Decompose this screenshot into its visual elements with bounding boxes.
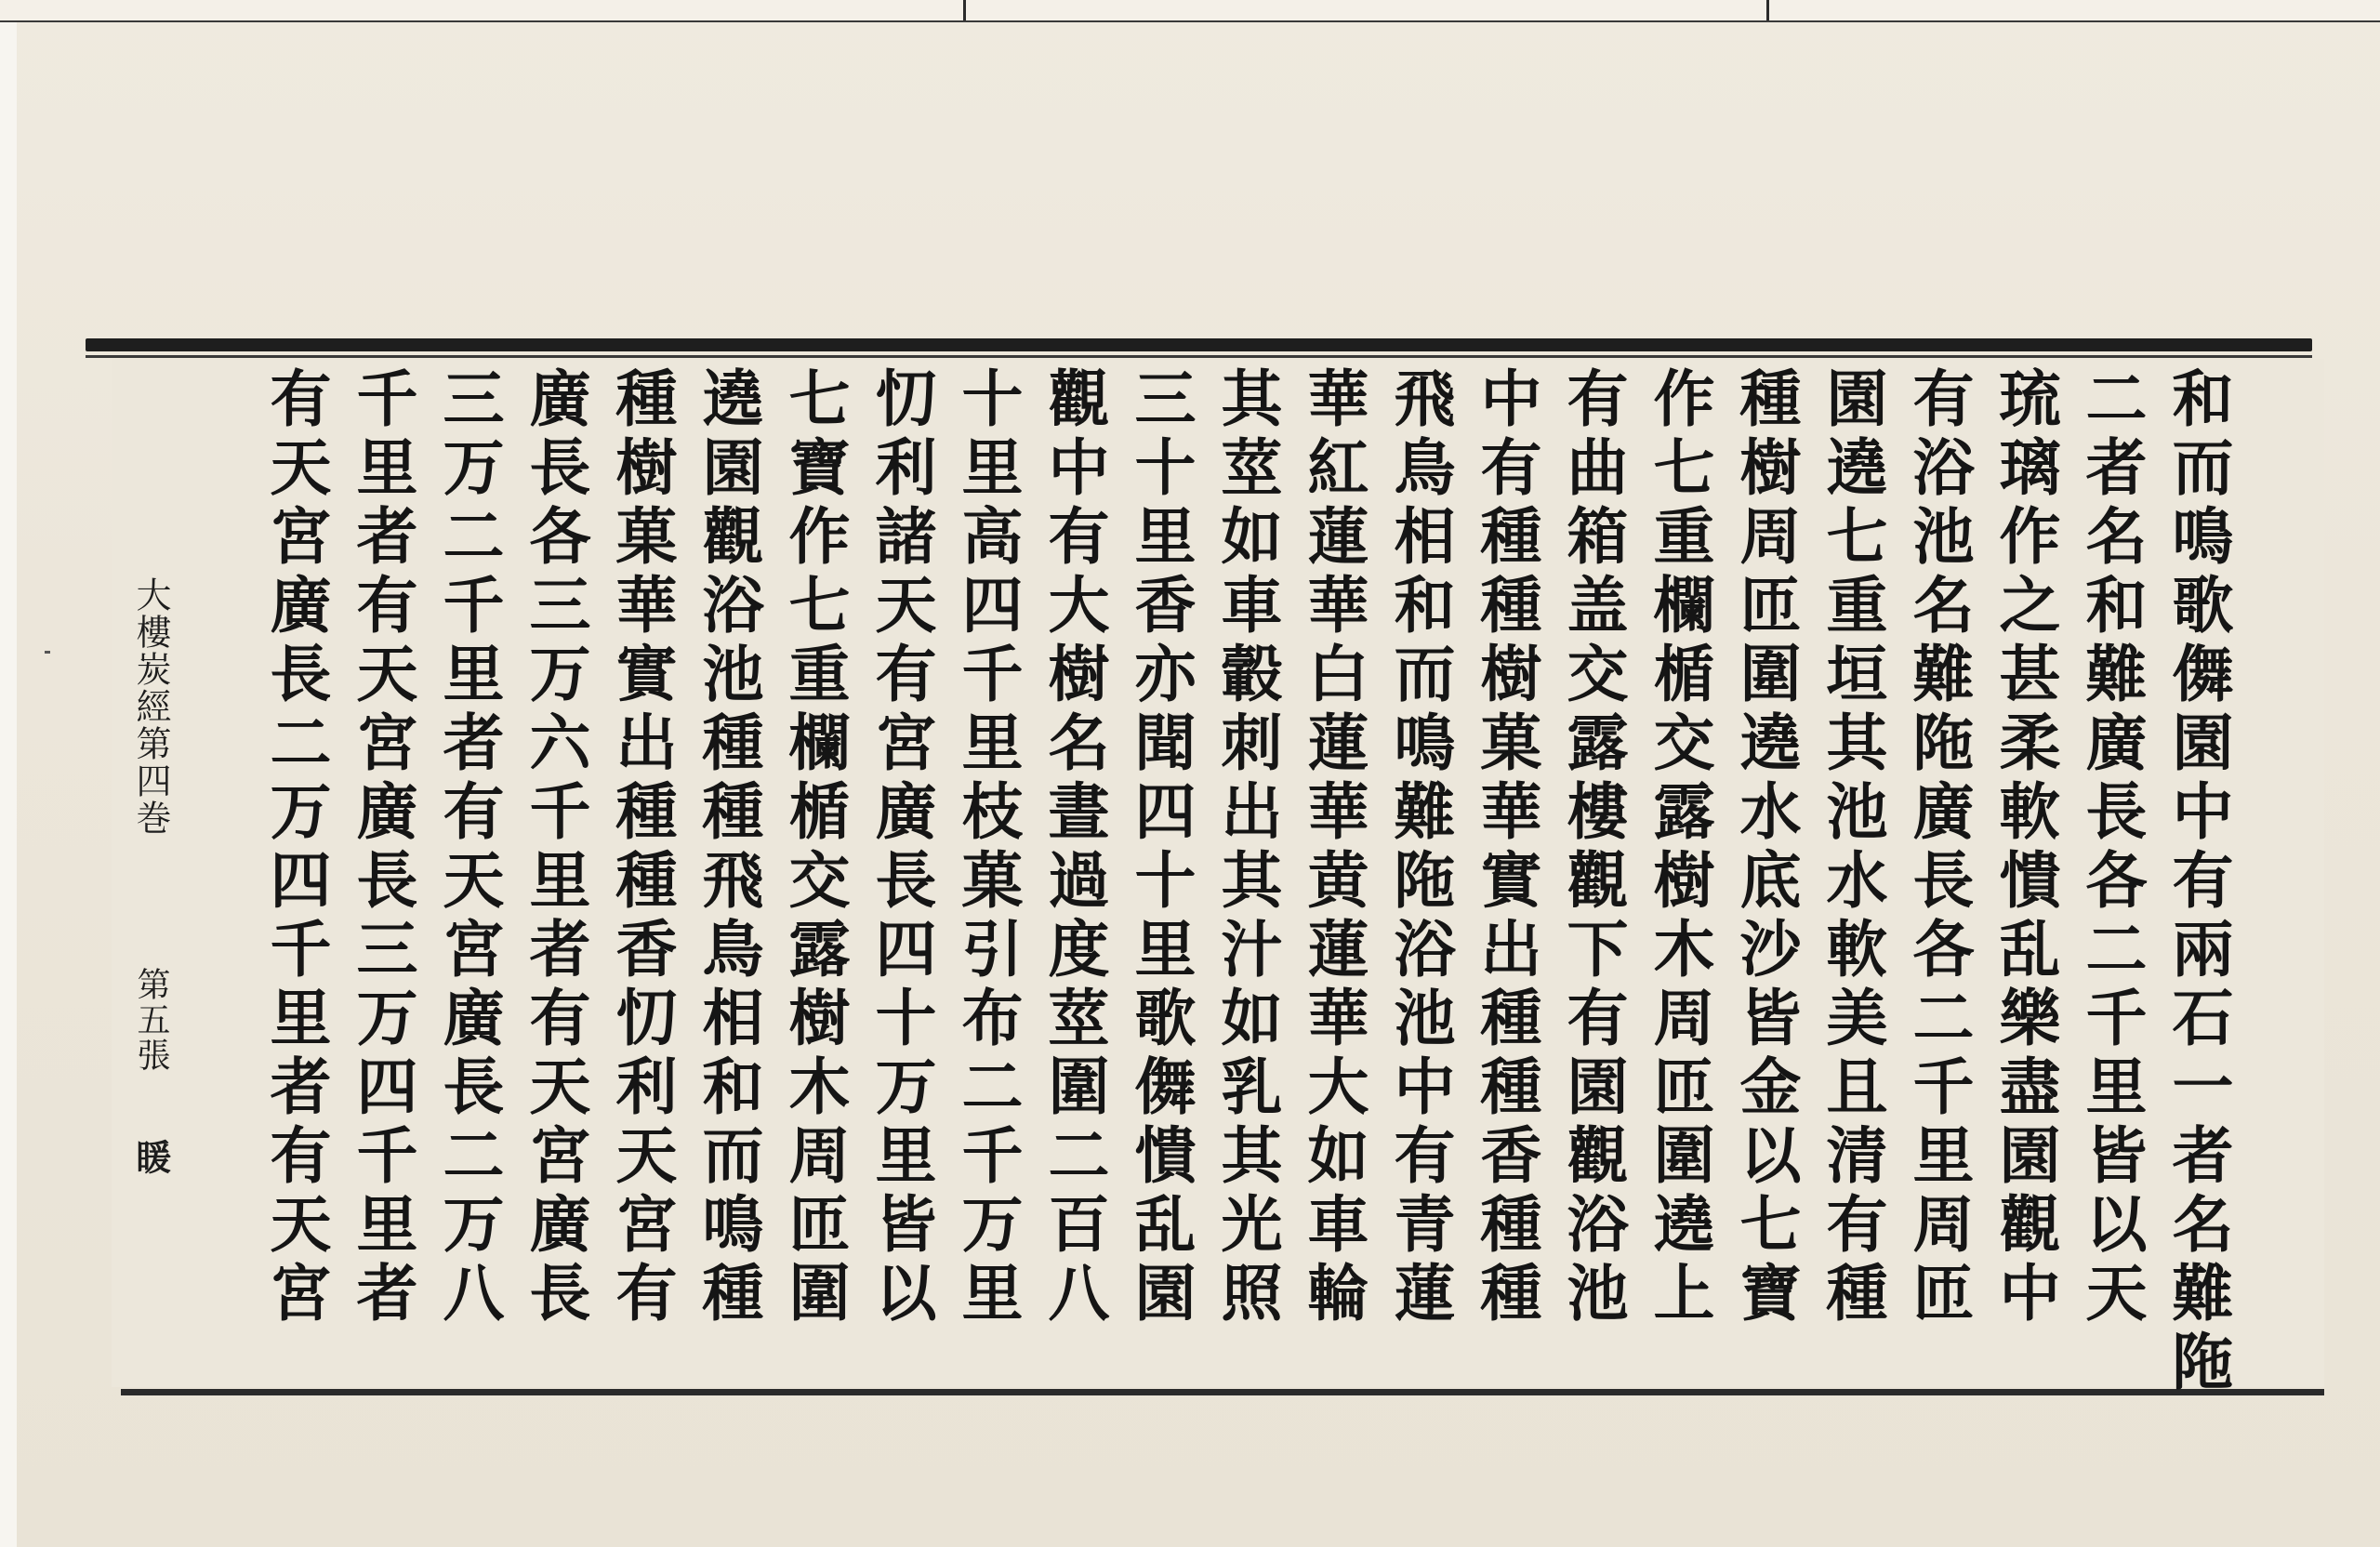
margin-mark bbox=[45, 651, 50, 654]
fold-mark bbox=[963, 0, 966, 20]
text-column-11: 華紅蓮華白蓮華黄蓮華大如車輪 bbox=[1297, 366, 1369, 1329]
text-column-2: 二者名和難廣長各二千里皆以天 bbox=[2075, 366, 2148, 1329]
text-column-13: 三十里香亦聞四十里歌儛憒乱園 bbox=[1124, 366, 1197, 1329]
text-column-7: 作七重欄楯交露樹木周匝圍遶上 bbox=[1643, 366, 1715, 1329]
text-column-9: 中有種種樹菓華實出種種香種種 bbox=[1470, 366, 1542, 1329]
text-column-1: 和而鳴歌儛園中有兩石一者名難陁 bbox=[2162, 366, 2234, 1398]
text-column-12: 其莖如車轂刺出其汁如乳其光照 bbox=[1210, 366, 1283, 1329]
frame-top-border bbox=[86, 338, 2312, 351]
page-top-edge bbox=[0, 0, 2380, 22]
text-column-19: 種樹菓華實出種種香忉利天宮有 bbox=[605, 366, 678, 1329]
text-column-22: 千里者有天宮廣長三万四千里者 bbox=[346, 366, 418, 1329]
text-column-23: 有天宮廣長二万四千里者有天宮 bbox=[259, 366, 332, 1329]
text-column-10: 飛鳥相和而鳴難陁浴池中有青蓮 bbox=[1383, 366, 1456, 1329]
frame-bottom-border bbox=[121, 1389, 2324, 1395]
text-column-6: 種樹周匝圍遶水底沙皆金以七寶 bbox=[1729, 366, 1802, 1329]
carver-mark: 䁔 bbox=[130, 1139, 172, 1174]
fold-mark bbox=[1766, 0, 1769, 20]
page-left-edge bbox=[0, 0, 17, 1547]
text-column-8: 有曲箱盖交露樓觀下有園觀浴池 bbox=[1556, 366, 1629, 1329]
text-column-16: 忉利諸天有宮廣長四十万里皆以 bbox=[865, 366, 937, 1329]
text-column-4: 有浴池名難陁廣長各二千里周匝 bbox=[1902, 366, 1975, 1329]
text-column-3: 琉璃作之甚柔軟憒乱樂盡園觀中 bbox=[1989, 366, 2061, 1329]
text-column-20: 廣長各三万六千里者有天宮廣長 bbox=[519, 366, 591, 1329]
text-column-18: 遶園觀浴池種種飛鳥相和而鳴種 bbox=[692, 366, 764, 1329]
text-column-5: 園遶七重垣其池水軟美且清有種 bbox=[1816, 366, 1888, 1329]
sutra-title: 大樓炭經第四巻 bbox=[130, 576, 171, 837]
text-column-21: 三万二千里者有天宮廣長二万八 bbox=[432, 366, 505, 1329]
text-column-15: 十里高四千里枝菓引布二千万里 bbox=[951, 366, 1024, 1329]
frame-top-inner-border bbox=[86, 355, 2312, 358]
text-column-17: 七寶作七重欄楯交露樹木周匝圍 bbox=[778, 366, 851, 1329]
sheet-number: 第五張 bbox=[132, 967, 170, 1073]
text-column-14: 觀中有大樹名晝過度莖圍二百八 bbox=[1038, 366, 1110, 1329]
